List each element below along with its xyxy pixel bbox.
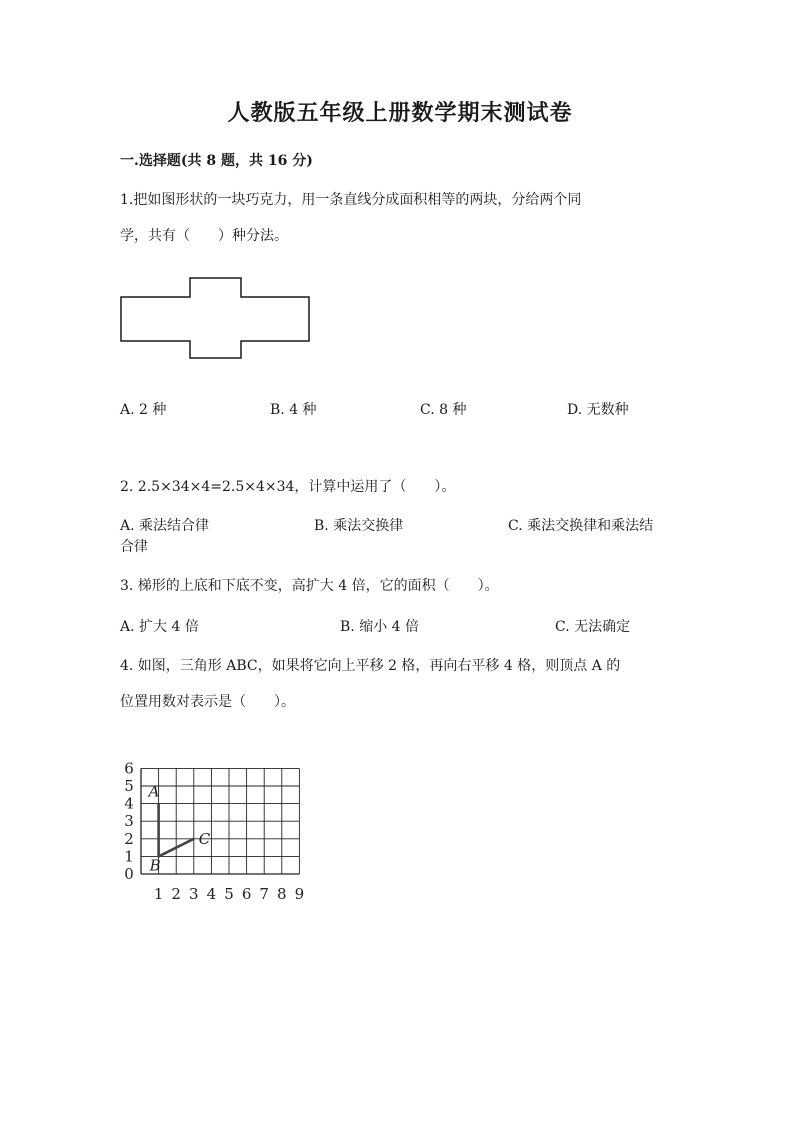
y-tick-label: 3: [124, 812, 134, 831]
q1-text-line1: 1.把如图形状的一块巧克力，用一条直线分成面积相等的两块，分给两个同: [120, 192, 582, 208]
q2-option-c[interactable]: C. 乘法交换律和乘法结: [508, 518, 654, 534]
x-tick-label: 8: [277, 885, 287, 903]
q2-option-c-wrap: 合律: [120, 539, 148, 555]
y-tick-label: 5: [124, 777, 134, 795]
y-tick-label: 2: [124, 829, 134, 848]
q4-text-line1: 4. 如图，三角形 ABC，如果将它向上平移 2 格，再向右平移 4 格，则顶点 A 的: [120, 658, 621, 674]
y-tick-label: 6: [124, 759, 134, 778]
x-tick-label: 4: [206, 885, 217, 903]
x-tick-label: 1: [153, 885, 164, 903]
q1-option-d[interactable]: D. 无数种: [567, 402, 629, 418]
x-tick-label: 9: [294, 885, 305, 903]
q4-text-line2: 位置用数对表示是（ ）。: [120, 694, 295, 710]
x-tick-label: 6: [241, 885, 252, 903]
x-tick-label: 3: [189, 885, 199, 903]
vertex-label-a: A: [148, 782, 160, 801]
vertex-label-c: C: [198, 829, 211, 848]
y-tick-label: 0: [124, 865, 134, 883]
vertex-label-b: B: [149, 856, 161, 875]
q3-option-a[interactable]: A. 扩大 4 倍: [120, 619, 199, 635]
q1-option-c[interactable]: C. 8 种: [420, 402, 467, 418]
q1-text-line2: 学，共有（ ）种分法。: [120, 228, 288, 244]
x-tick-label: 2: [171, 885, 181, 903]
q1-option-a[interactable]: A. 2 种: [120, 402, 167, 418]
q3-option-b[interactable]: B. 缩小 4 倍: [340, 619, 419, 635]
y-tick-label: 1: [124, 847, 134, 866]
q1-cross-figure: [118, 276, 314, 362]
y-tick-label: 4: [124, 794, 134, 813]
q3-option-c[interactable]: C. 无法确定: [555, 619, 631, 635]
section-heading: 一.选择题(共 8 题，共 16 分): [120, 153, 313, 169]
q2-option-b[interactable]: B. 乘法交换律: [314, 518, 404, 534]
x-tick-label: 7: [259, 885, 269, 903]
q3-text: 3. 梯形的上底和下底不变，高扩大 4 倍，它的面积（ ）。: [120, 578, 499, 594]
x-tick-label: 5: [224, 885, 234, 903]
q4-grid-figure: [120, 750, 310, 912]
q1-option-b[interactable]: B. 4 种: [270, 402, 317, 418]
q2-text: 2. 2.5×34×4=2.5×4×34，计算中运用了（ ）。: [120, 479, 456, 495]
q2-option-a[interactable]: A. 乘法结合律: [120, 518, 210, 534]
page-title: 人教版五年级上册数学期末测试卷: [227, 100, 573, 126]
